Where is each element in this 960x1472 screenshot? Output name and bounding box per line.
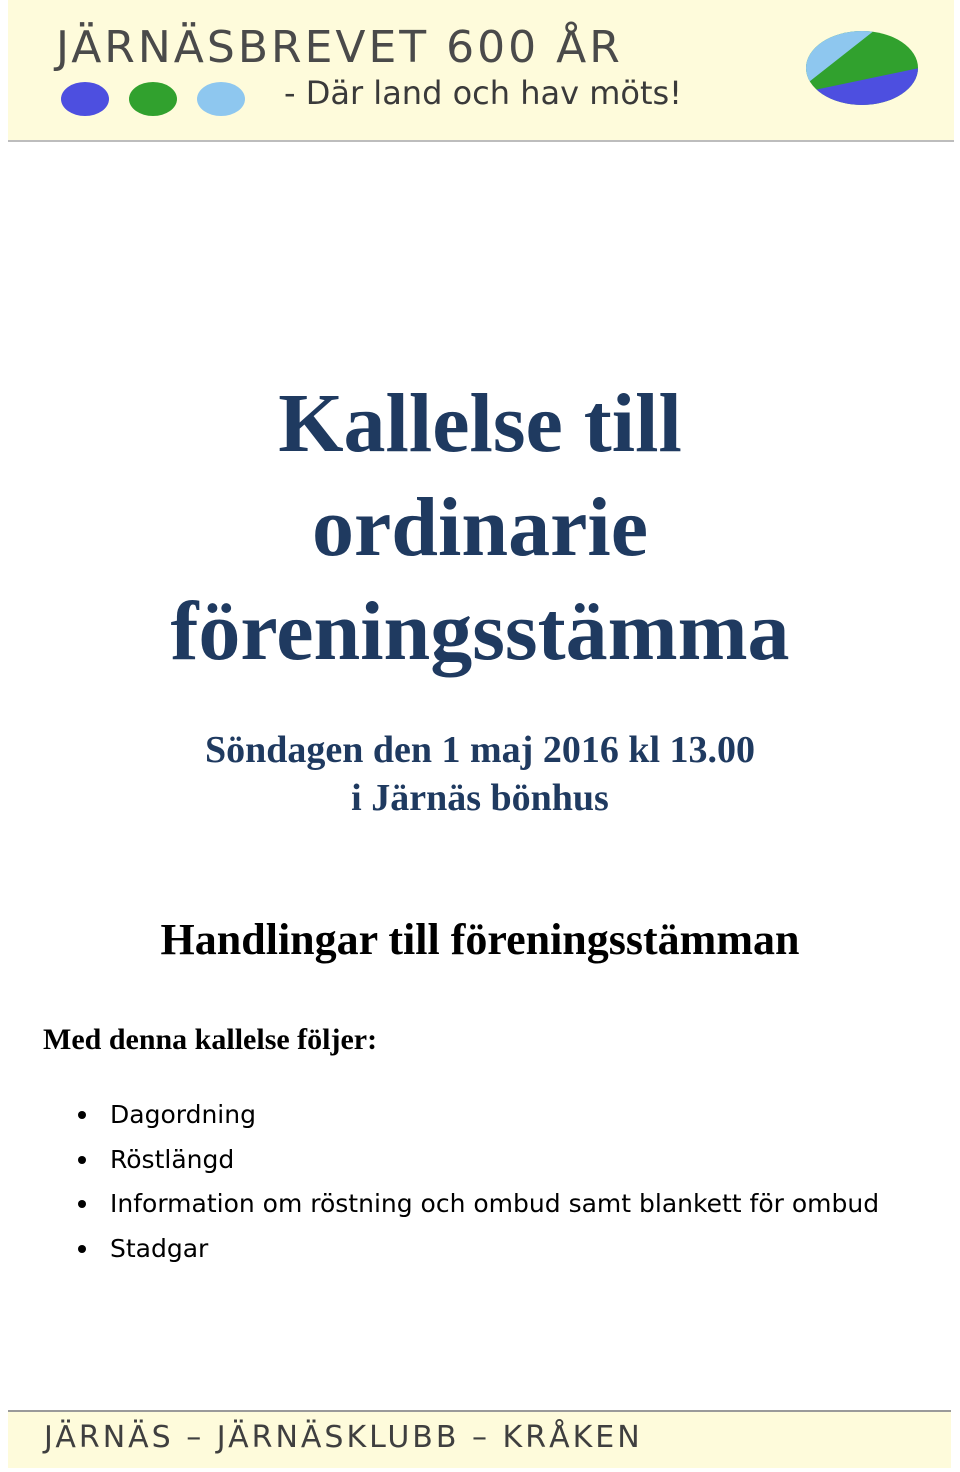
event-place: i Järnäs bönhus [351,777,609,819]
bullet-icon [78,1245,86,1253]
title-line-3: föreningsstämma [170,585,790,678]
documents-list [78,1093,879,1271]
header-banner [8,0,954,142]
bullet-icon [78,1200,86,1208]
event-date: Söndagen den 1 maj 2016 kl 13.00 [204,729,756,771]
list-item-label: Röstlängd [110,1144,235,1174]
list-item [78,1227,879,1272]
title-line-1: Kallelse till [278,377,682,470]
list-item [78,1182,879,1227]
footer-text: JÄRNÄS – JÄRNÄSKLUBB – KRÅKEN [44,1420,643,1455]
list-item [78,1138,879,1183]
bullet-icon [78,1156,86,1164]
list-item-label: Information om röstning och ombud samt blankett för ombud [110,1189,880,1218]
land-sea-logo-icon [805,30,919,106]
title-line-2: ordinarie [312,481,648,574]
list-item-label: Stadgar [110,1233,209,1263]
documents-heading: Handlingar till föreningsstämman [160,915,800,964]
green-dot-icon [129,82,177,116]
list-item-label: Dagordning [110,1100,256,1129]
main-title [0,372,960,684]
newsletter-tagline: - Där land och hav möts! [284,74,682,112]
blue-dot-icon [61,82,109,116]
event-details [0,726,960,822]
newsletter-title: JÄRNÄSBREVET 600 ÅR [56,22,623,73]
documents-intro: Med denna kallelse följer: [43,1023,378,1056]
bullet-icon [78,1111,86,1119]
light-blue-dot-icon [197,82,245,116]
list-item [78,1093,879,1138]
footer-banner [8,1410,951,1468]
